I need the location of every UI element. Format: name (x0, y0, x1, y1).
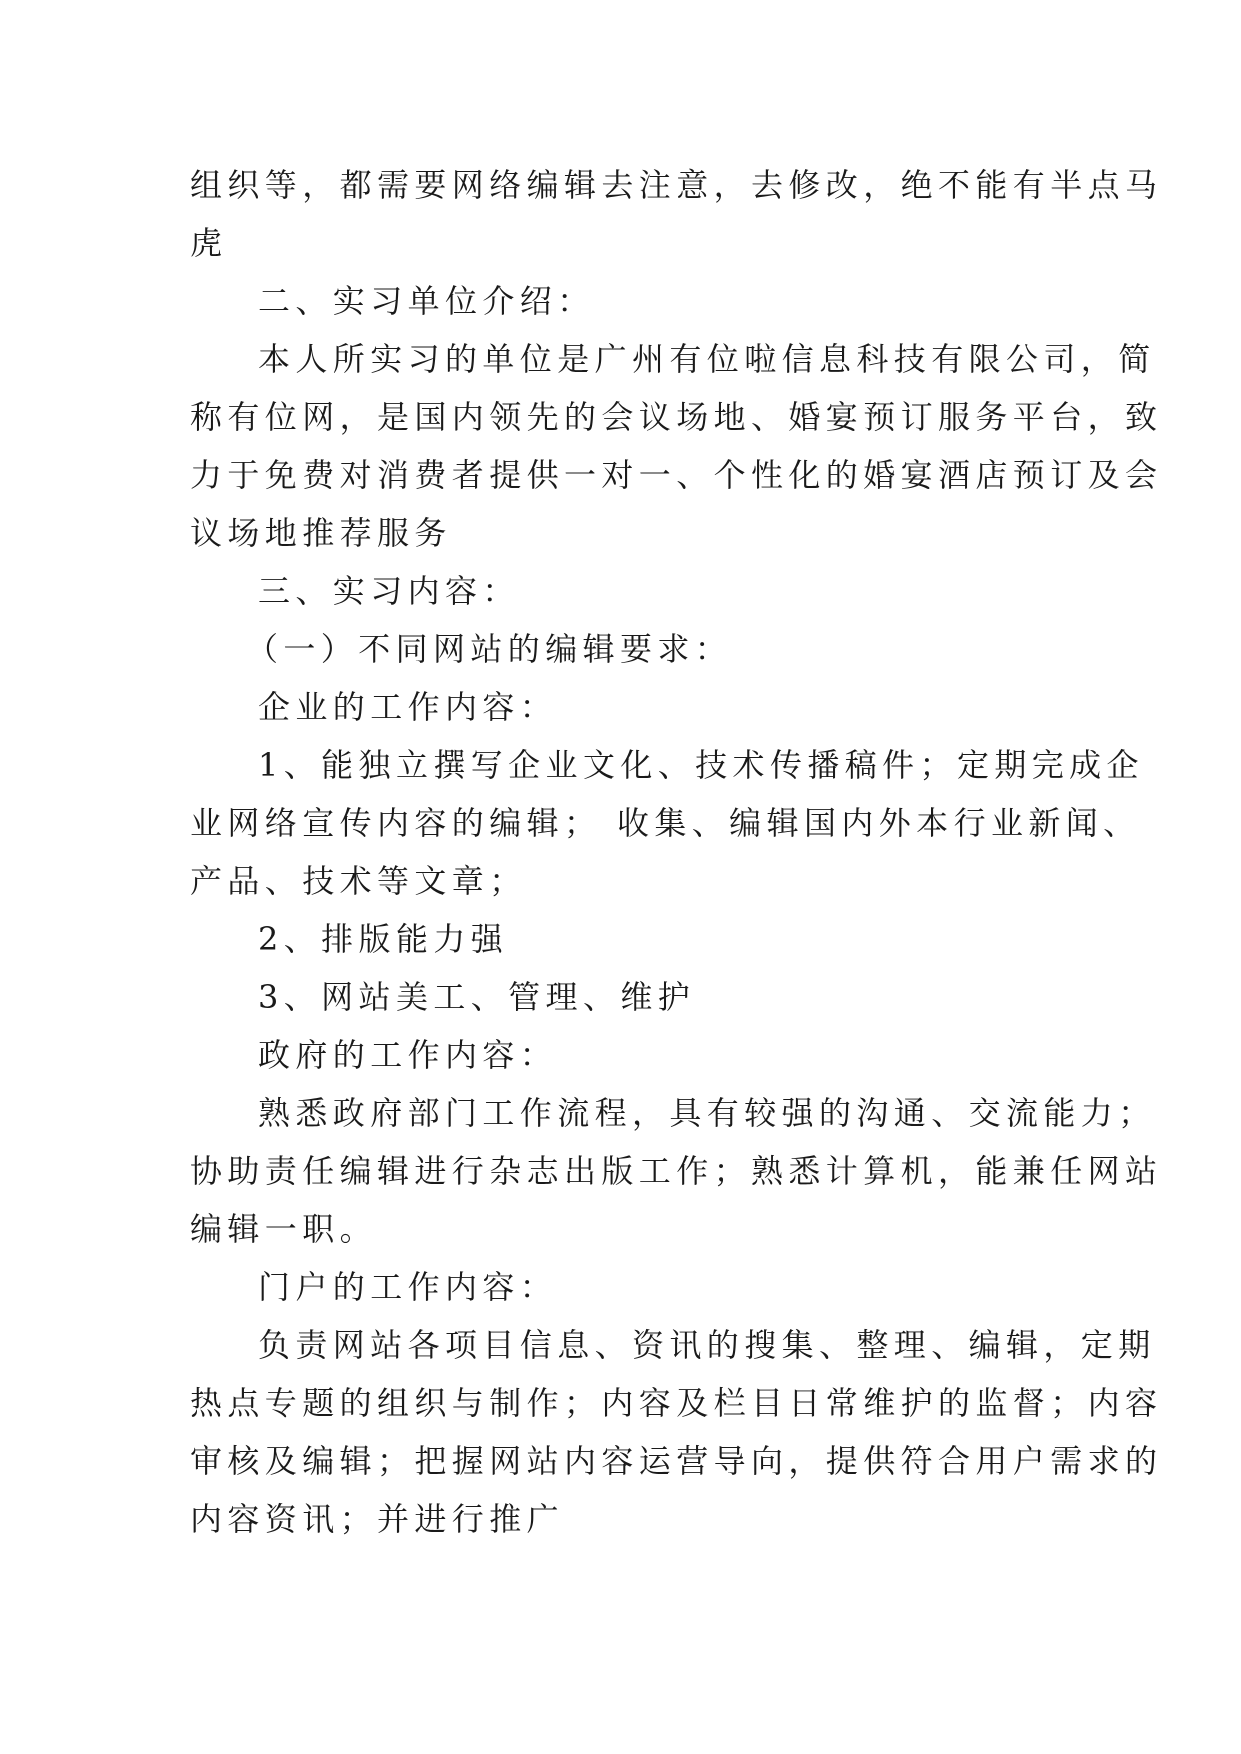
text-line: 编辑一职。 (190, 1210, 378, 1248)
text-line: 内容资讯；并进行推广 (190, 1500, 565, 1538)
section-heading: 二、实习单位介绍： (258, 282, 595, 320)
subheading: 企业的工作内容： (258, 688, 558, 726)
text-line: 议场地推荐服务 (190, 514, 452, 552)
subheading: 政府的工作内容： (258, 1036, 558, 1074)
text-line: 虎 (190, 224, 228, 262)
list-item: 3、网站美工、管理、维护 (258, 978, 696, 1016)
text-line: 热点专题的组织与制作；内容及栏目日常维护的监督；内容 (190, 1384, 1163, 1422)
text-line: 负责网站各项目信息、资讯的搜集、整理、编辑，定期 (258, 1326, 1156, 1364)
section-heading: 三、实习内容： (258, 572, 520, 610)
text-line: 组织等，都需要网络编辑去注意，去修改，绝不能有半点马 (190, 166, 1163, 204)
text-line: 称有位网，是国内领先的会议场地、婚宴预订服务平台，致 (190, 398, 1163, 436)
text-line: 协助责任编辑进行杂志出版工作；熟悉计算机，能兼任网站 (190, 1152, 1163, 1190)
list-item: 2、排版能力强 (258, 920, 509, 958)
text-line: 产品、技术等文章； (190, 862, 527, 900)
text-line: 业网络宣传内容的编辑； 收集、编辑国内外本行业新闻、 (190, 804, 1141, 842)
subsection-heading: （一）不同网站的编辑要求： (246, 630, 733, 668)
text-line: 力于免费对消费者提供一对一、个性化的婚宴酒店预订及会 (190, 456, 1163, 494)
text-line: 熟悉政府部门工作流程，具有较强的沟通、交流能力； (258, 1094, 1156, 1132)
text-line: 本人所实习的单位是广州有位啦信息科技有限公司，简 (258, 340, 1156, 378)
subheading: 门户的工作内容： (258, 1268, 558, 1306)
text-line: 审核及编辑；把握网站内容运营导向，提供符合用户需求的 (190, 1442, 1163, 1480)
list-item: 1、能独立撰写企业文化、技术传播稿件；定期完成企 (258, 746, 1144, 784)
